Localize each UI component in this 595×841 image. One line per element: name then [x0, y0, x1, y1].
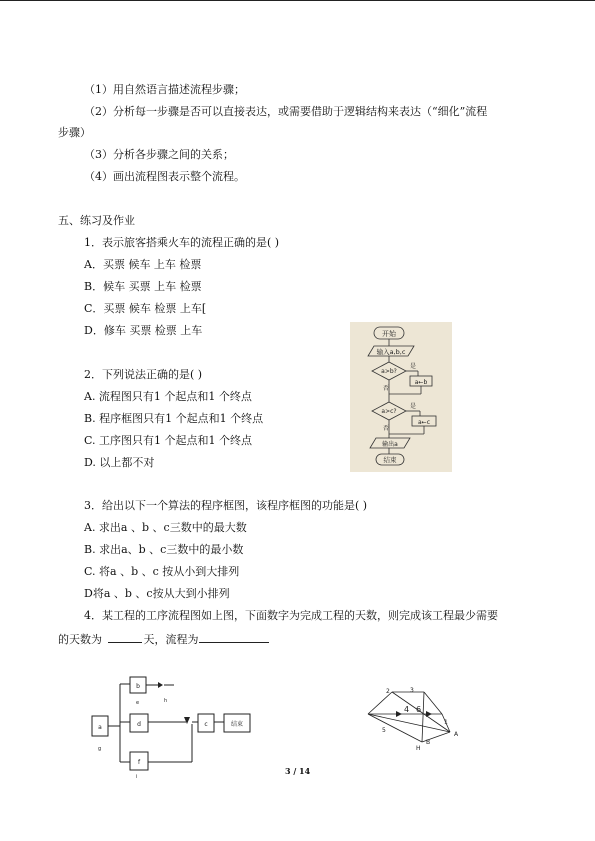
algorithm-flowchart [350, 322, 452, 472]
q4-text-mid: 天，流程为 [143, 633, 199, 646]
pd-label-a: a [98, 724, 102, 731]
nd-label-H: H [416, 745, 421, 752]
nd-label-B: B [426, 739, 431, 746]
step-2: （2）分析每一步骤是否可以直接表达，或需要借助于逻辑结构来表达（“细化”流程 [84, 105, 488, 118]
page-number: 3 / 14 [285, 766, 311, 776]
q3-option-a: A. 求出a 、b 、c三数中的最大数 [84, 521, 247, 534]
pd-label-c: c [204, 721, 208, 728]
q3-option-b: B. 求出a、b 、c三数中的最小数 [84, 543, 244, 556]
q2-option-c: C. 工序图只有1 个起点和1 个终点 [84, 434, 253, 447]
header-rule [0, 0, 595, 1]
fc-no-1: 否 [383, 385, 390, 392]
q4-text-pre: 的天数为 [58, 633, 102, 646]
step-1: （1）用自然语言描述流程步骤； [84, 83, 245, 96]
q2-option-d: D. 以上都不对 [84, 456, 155, 469]
pd-label-g: g [98, 746, 102, 752]
q3-stem: 3．给出以下一个算法的程序框图，该程序框图的功能是( ) [84, 499, 368, 512]
q3-option-d: D将a 、b 、c按从大到小排列 [84, 587, 230, 600]
pd-label-b: b [136, 683, 140, 690]
fc-end: 结束 [383, 456, 397, 464]
fc-no-2: 否 [383, 425, 390, 432]
fc-cond2: a>c? [381, 408, 397, 415]
network-diagram [362, 684, 474, 754]
step-2-cont: 步骤） [58, 126, 91, 139]
q1-option-a: A．买票 候车 上车 检票 [84, 258, 202, 271]
nd-label-A: A [454, 731, 459, 738]
fc-assign1: a←b [414, 379, 428, 386]
q2-stem: 2．下列说法正确的是( ) [84, 368, 203, 381]
step-4: （4）画出流程图表示整个流程。 [84, 170, 245, 183]
q4-days-blank[interactable] [108, 631, 142, 643]
q2-option-b: B. 程序框图只有1 个起点和1 个终点 [84, 412, 264, 425]
q1-option-b: B．候车 买票 上车 检票 [84, 280, 202, 293]
pd-label-i: i [136, 774, 138, 780]
step-3: （3）分析各步骤之间的关系； [84, 148, 234, 161]
pd-label-end: 结束 [230, 721, 244, 728]
section-title: 五、练习及作业 [58, 214, 135, 227]
q4-line-1: 4．某工程的工序流程图如上图，下面数字为完成工程的天数，则完成该工程最少需要 [84, 609, 498, 622]
q1-option-c: C．买票 候车 检票 上车[ [84, 302, 207, 315]
process-flow-diagram [86, 672, 266, 780]
q3-option-c: C. 将a 、b 、c 按从小到大排列 [84, 565, 240, 578]
nd-label-3: 3 [410, 687, 414, 694]
q4-line-2 [58, 631, 269, 647]
fc-start: 开始 [382, 330, 396, 338]
pd-label-h: h [164, 698, 168, 704]
q4-process-blank[interactable] [199, 631, 269, 643]
pd-label-d: d [137, 721, 141, 728]
fc-yes-2: 是 [410, 403, 417, 410]
nd-label-2: 2 [386, 688, 390, 695]
fc-assign2: a←c [417, 419, 431, 426]
nd-label-1: 1 [444, 719, 448, 726]
fc-input: 输入a,b,c [376, 348, 406, 356]
pd-label-f: f [137, 759, 141, 766]
q1-option-d: D．修车 买票 检票 上车 [84, 324, 203, 337]
nd-label-4: 4 [404, 705, 410, 714]
fc-yes-1: 是 [410, 363, 417, 370]
fc-cond1: a>b? [381, 368, 397, 375]
pd-label-e: e [136, 700, 140, 706]
q1-stem: 1．表示旅客搭乘火车的流程正确的是( ) [84, 236, 280, 249]
q2-option-a: A. 流程图只有1 个起点和1 个终点 [84, 390, 252, 403]
nd-label-5: 5 [382, 727, 386, 734]
nd-label-6: 6 [416, 705, 422, 714]
fc-output: 输出a [382, 441, 398, 448]
